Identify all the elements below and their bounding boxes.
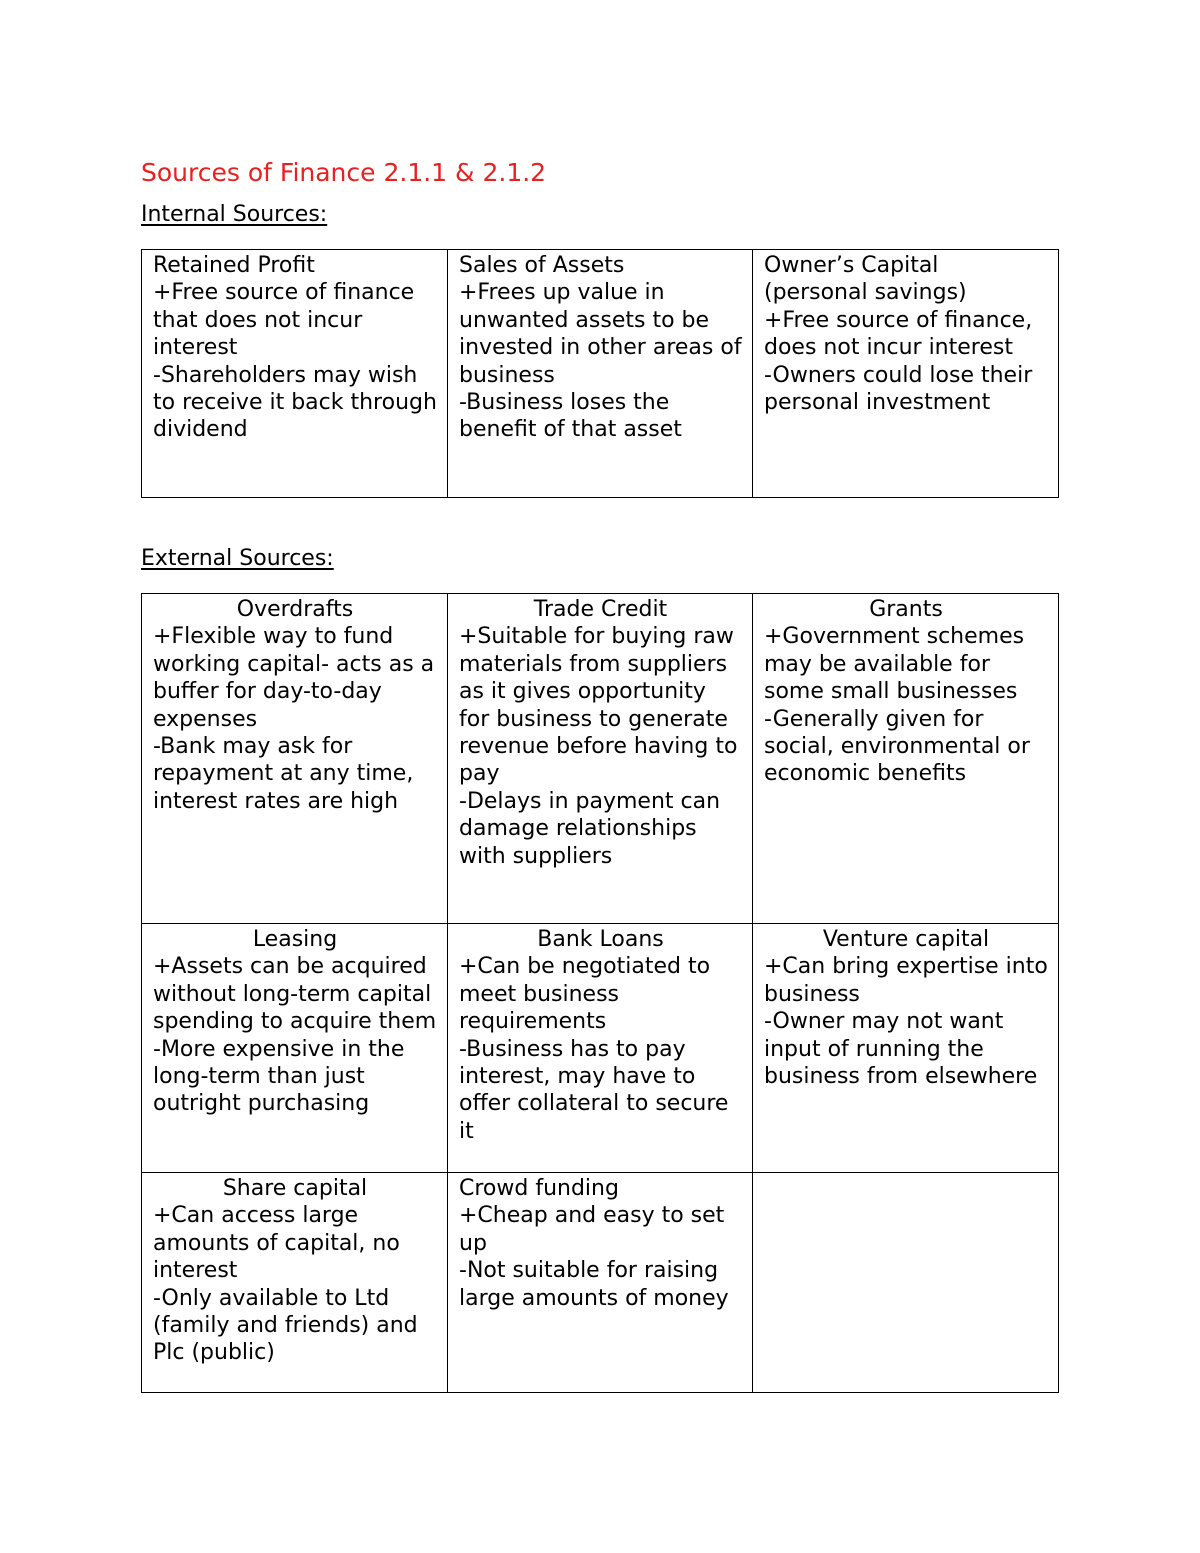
cell-owners-capital bbox=[753, 250, 1059, 498]
cell-disadvantage: -More expensive in the long-term than just outright purchasing bbox=[153, 1036, 405, 1117]
cell-advantage: +Cheap and easy to set up bbox=[459, 1203, 725, 1256]
cell-grants bbox=[753, 594, 1059, 924]
cell-disadvantage: -Owners could lose their personal investment bbox=[764, 362, 1033, 416]
cell-advantage: +Frees up value in unwanted assets to be invested in other areas of business bbox=[459, 280, 742, 388]
cell-title: Crowd funding bbox=[459, 1176, 619, 1201]
cell-disadvantage: -Owner may not want input of running the business from elsewhere bbox=[764, 1009, 1038, 1090]
cell-title: Venture capital bbox=[822, 927, 990, 952]
external-sources-heading: External Sources: bbox=[141, 546, 334, 571]
cell-advantage: +Free source of finance, does not incur interest bbox=[764, 307, 1033, 361]
cell-title: Retained Profit bbox=[153, 253, 315, 278]
cell-disadvantage: -Business has to pay interest, may have to offer collateral to secure it bbox=[459, 1036, 729, 1144]
cell-advantage: +Can be negotiated to meet business requirements bbox=[459, 954, 711, 1035]
cell-disadvantage: -Generally given for social, environmental or economic benefits bbox=[764, 706, 1030, 787]
cell-overdrafts bbox=[142, 594, 448, 924]
cell-title: Bank Loans bbox=[537, 927, 664, 952]
cell-trade-credit bbox=[448, 594, 753, 924]
cell-advantage: +Suitable for buying raw materials from suppliers as it gives opportunity for business to generate revenue before having to pay bbox=[459, 624, 738, 787]
page-title: Sources of Finance 2.1.1 & 2.1.2 bbox=[141, 158, 547, 187]
table-row bbox=[142, 1173, 1059, 1393]
table-row bbox=[142, 924, 1059, 1173]
cell-disadvantage: -Not suitable for raising large amounts of money bbox=[459, 1258, 729, 1311]
cell-share-capital bbox=[142, 1173, 448, 1393]
cell-crowd-funding bbox=[448, 1173, 753, 1393]
cell-title: Leasing bbox=[252, 927, 338, 952]
cell-title: Grants bbox=[869, 597, 943, 622]
cell-disadvantage: -Shareholders may wish to receive it back through dividend bbox=[153, 362, 437, 443]
cell-venture-capital bbox=[753, 924, 1059, 1173]
cell-leasing bbox=[142, 924, 448, 1173]
cell-sales-of-assets bbox=[448, 250, 753, 498]
cell-retained-profit bbox=[142, 250, 448, 498]
internal-sources-table bbox=[141, 249, 1059, 498]
cell-advantage: +Flexible way to fund working capital- acts as a buffer for day-to-day expenses bbox=[153, 624, 435, 732]
cell-disadvantage: -Only available to Ltd (family and friends) and Plc (public) bbox=[153, 1285, 418, 1366]
cell-disadvantage: -Business loses the benefit of that asset bbox=[459, 390, 682, 443]
cell-empty bbox=[753, 1173, 1059, 1393]
cell-advantage: +Can bring expertise into business bbox=[764, 954, 1048, 1007]
cell-title: Owner’s Capital (personal savings) bbox=[764, 253, 967, 306]
table-row bbox=[142, 594, 1059, 924]
internal-sources-heading: Internal Sources: bbox=[141, 202, 328, 227]
cell-advantage: +Government schemes may be available for some small businesses bbox=[764, 624, 1025, 705]
cell-title: Trade Credit bbox=[533, 597, 668, 622]
cell-disadvantage: -Delays in payment can damage relationships with suppliers bbox=[459, 788, 721, 869]
table-row bbox=[142, 250, 1059, 498]
cell-advantage: +Free source of finance that does not incur interest bbox=[153, 280, 415, 361]
cell-title: Sales of Assets bbox=[459, 253, 625, 278]
cell-title: Share capital bbox=[222, 1176, 368, 1201]
cell-title: Overdrafts bbox=[236, 597, 354, 622]
cell-bank-loans bbox=[448, 924, 753, 1173]
cell-advantage: +Assets can be acquired without long-term capital spending to acquire them bbox=[153, 954, 437, 1035]
cell-disadvantage: -Bank may ask for repayment at any time, interest rates are high bbox=[153, 734, 414, 814]
external-sources-table bbox=[141, 593, 1059, 1393]
cell-advantage: +Can access large amounts of capital, no interest bbox=[153, 1203, 400, 1284]
